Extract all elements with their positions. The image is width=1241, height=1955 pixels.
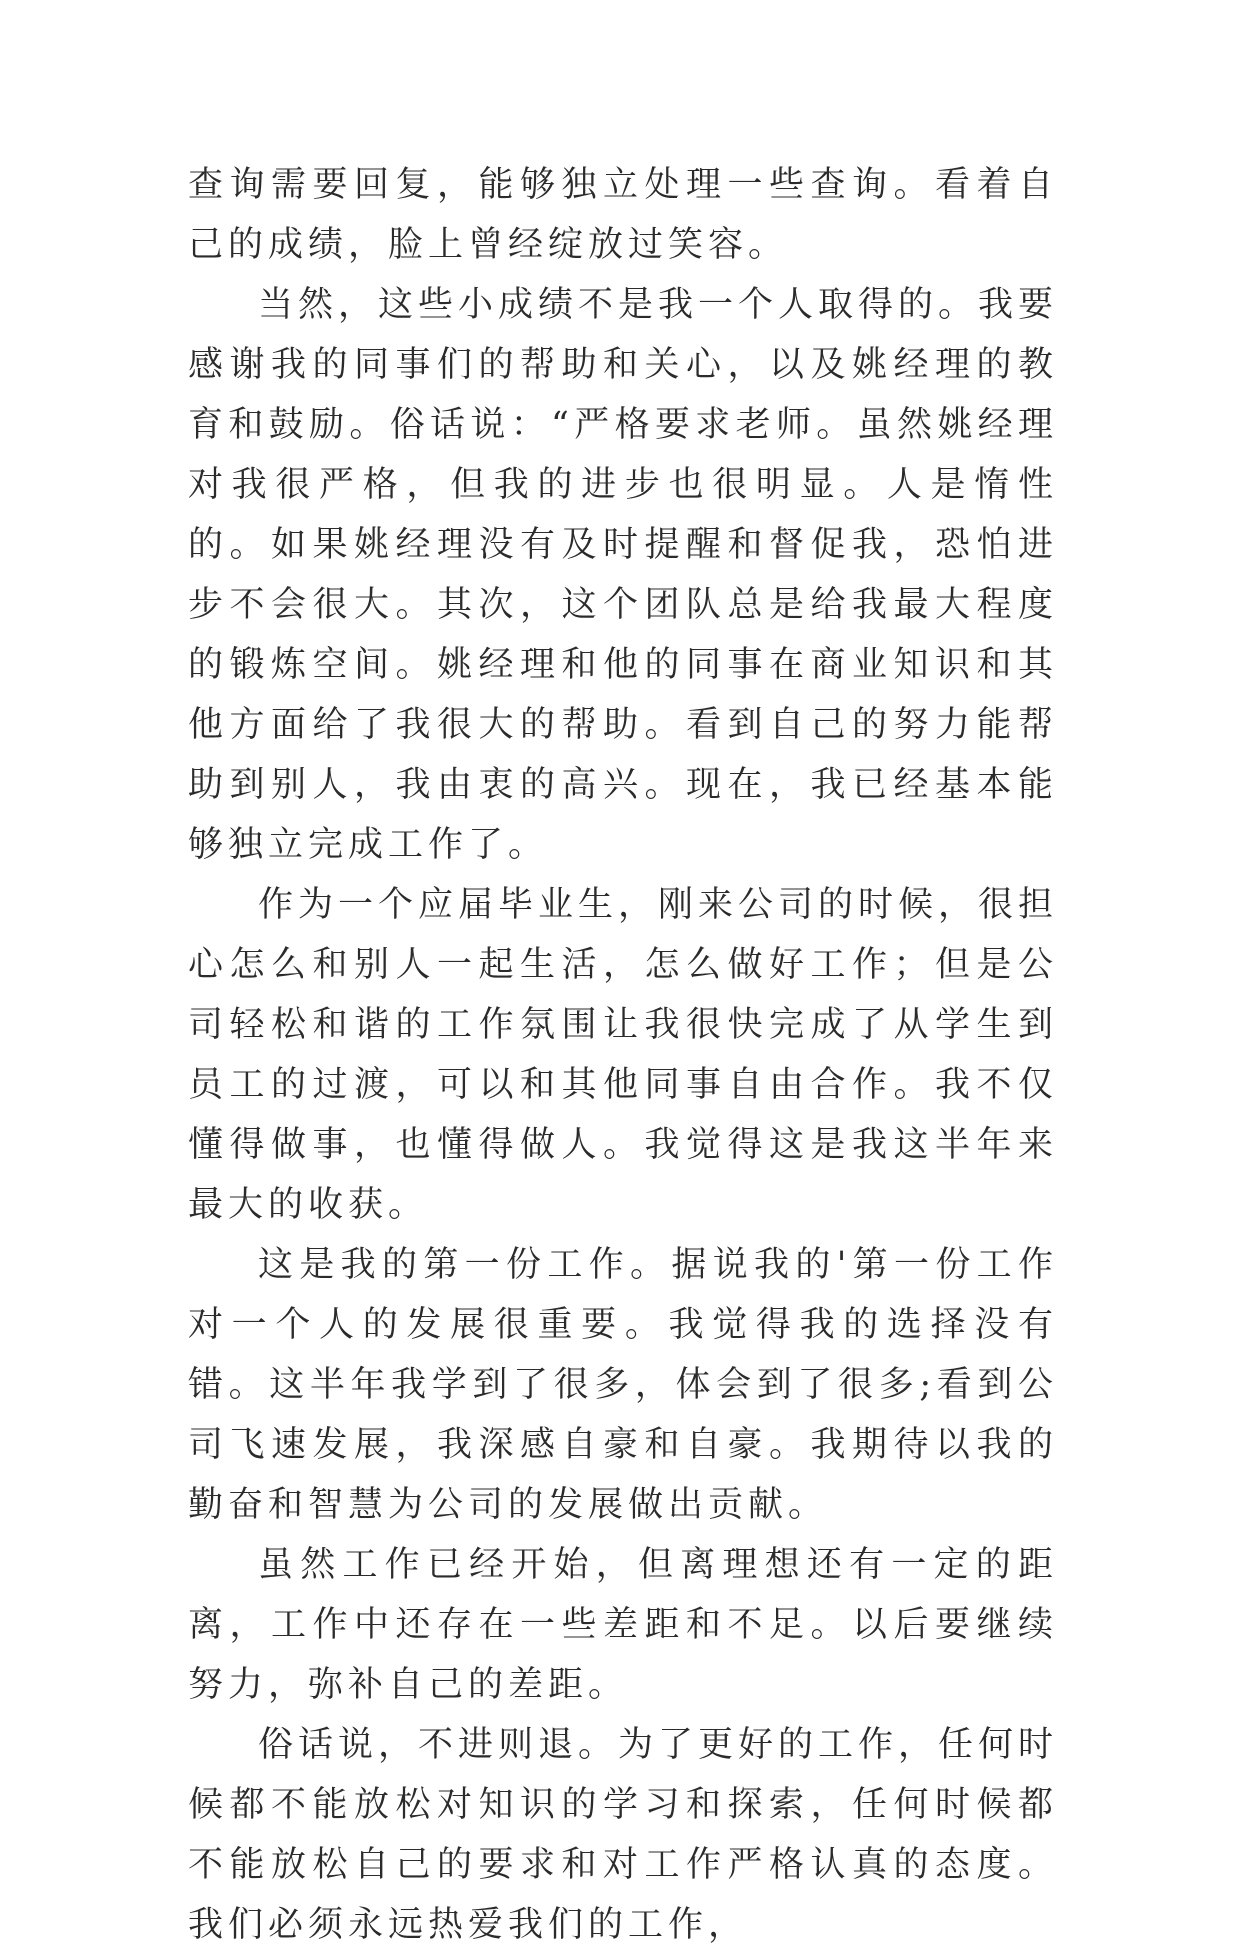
paragraph-first-job: 这是我的第一份工作。据说我的'第一份工作对一个人的发展很重要。我觉得我的选择没有错。这半年我学到了很多，体会到了很多;看到公司飞速发展，我深感自豪和自豪。我期待以我的勤奋和智慧为公司的发展做出贡献。 bbox=[188, 1245, 1058, 1525]
document-body bbox=[188, 155, 1058, 1955]
paragraph-outlook: 俗话说，不进则退。为了更好的工作，任何时候都不能放松对知识的学习和探索，任何时候都不能放松自己的要求和对工作严格认真的态度。我们必须永远热爱我们的工作， bbox=[188, 1725, 1059, 1945]
paragraph-shortcomings: 虽然工作已经开始，但离理想还有一定的距离，工作中还存在一些差距和不足。以后要继续努力，弥补自己的差距。 bbox=[188, 1545, 1058, 1705]
paragraph-acknowledgement: 当然，这些小成绩不是我一个人取得的。我要感谢我的同事们的帮助和关心，以及姚经理的教育和鼓励。俗话说：“严格要求老师。虽然姚经理对我很严格，但我的进步也很明显。人是惰性的。如果姚经理没有及时提醒和督促我，恐怕进步不会很大。其次，这个团队总是给我最大程度的锻炼空间。姚经理和他的同事在商业知识和其他方面给了我很大的帮助。看到自己的努力能帮助到别人，我由衷的高兴。现在，我已经基本能够独立完成工作了。 bbox=[188, 285, 1059, 865]
paragraph-graduate-experience: 作为一个应届毕业生，刚来公司的时候，很担心怎么和别人一起生活，怎么做好工作；但是公司轻松和谐的工作氛围让我很快完成了从学生到员工的过渡，可以和其他同事自由合作。我不仅懂得做事，也懂得做人。我觉得这是我这半年来最大的收获。 bbox=[188, 885, 1059, 1225]
paragraph-continuation: 查询需要回复，能够独立处理一些查询。看着自己的成绩，脸上曾经绽放过笑容。 bbox=[188, 165, 1058, 265]
